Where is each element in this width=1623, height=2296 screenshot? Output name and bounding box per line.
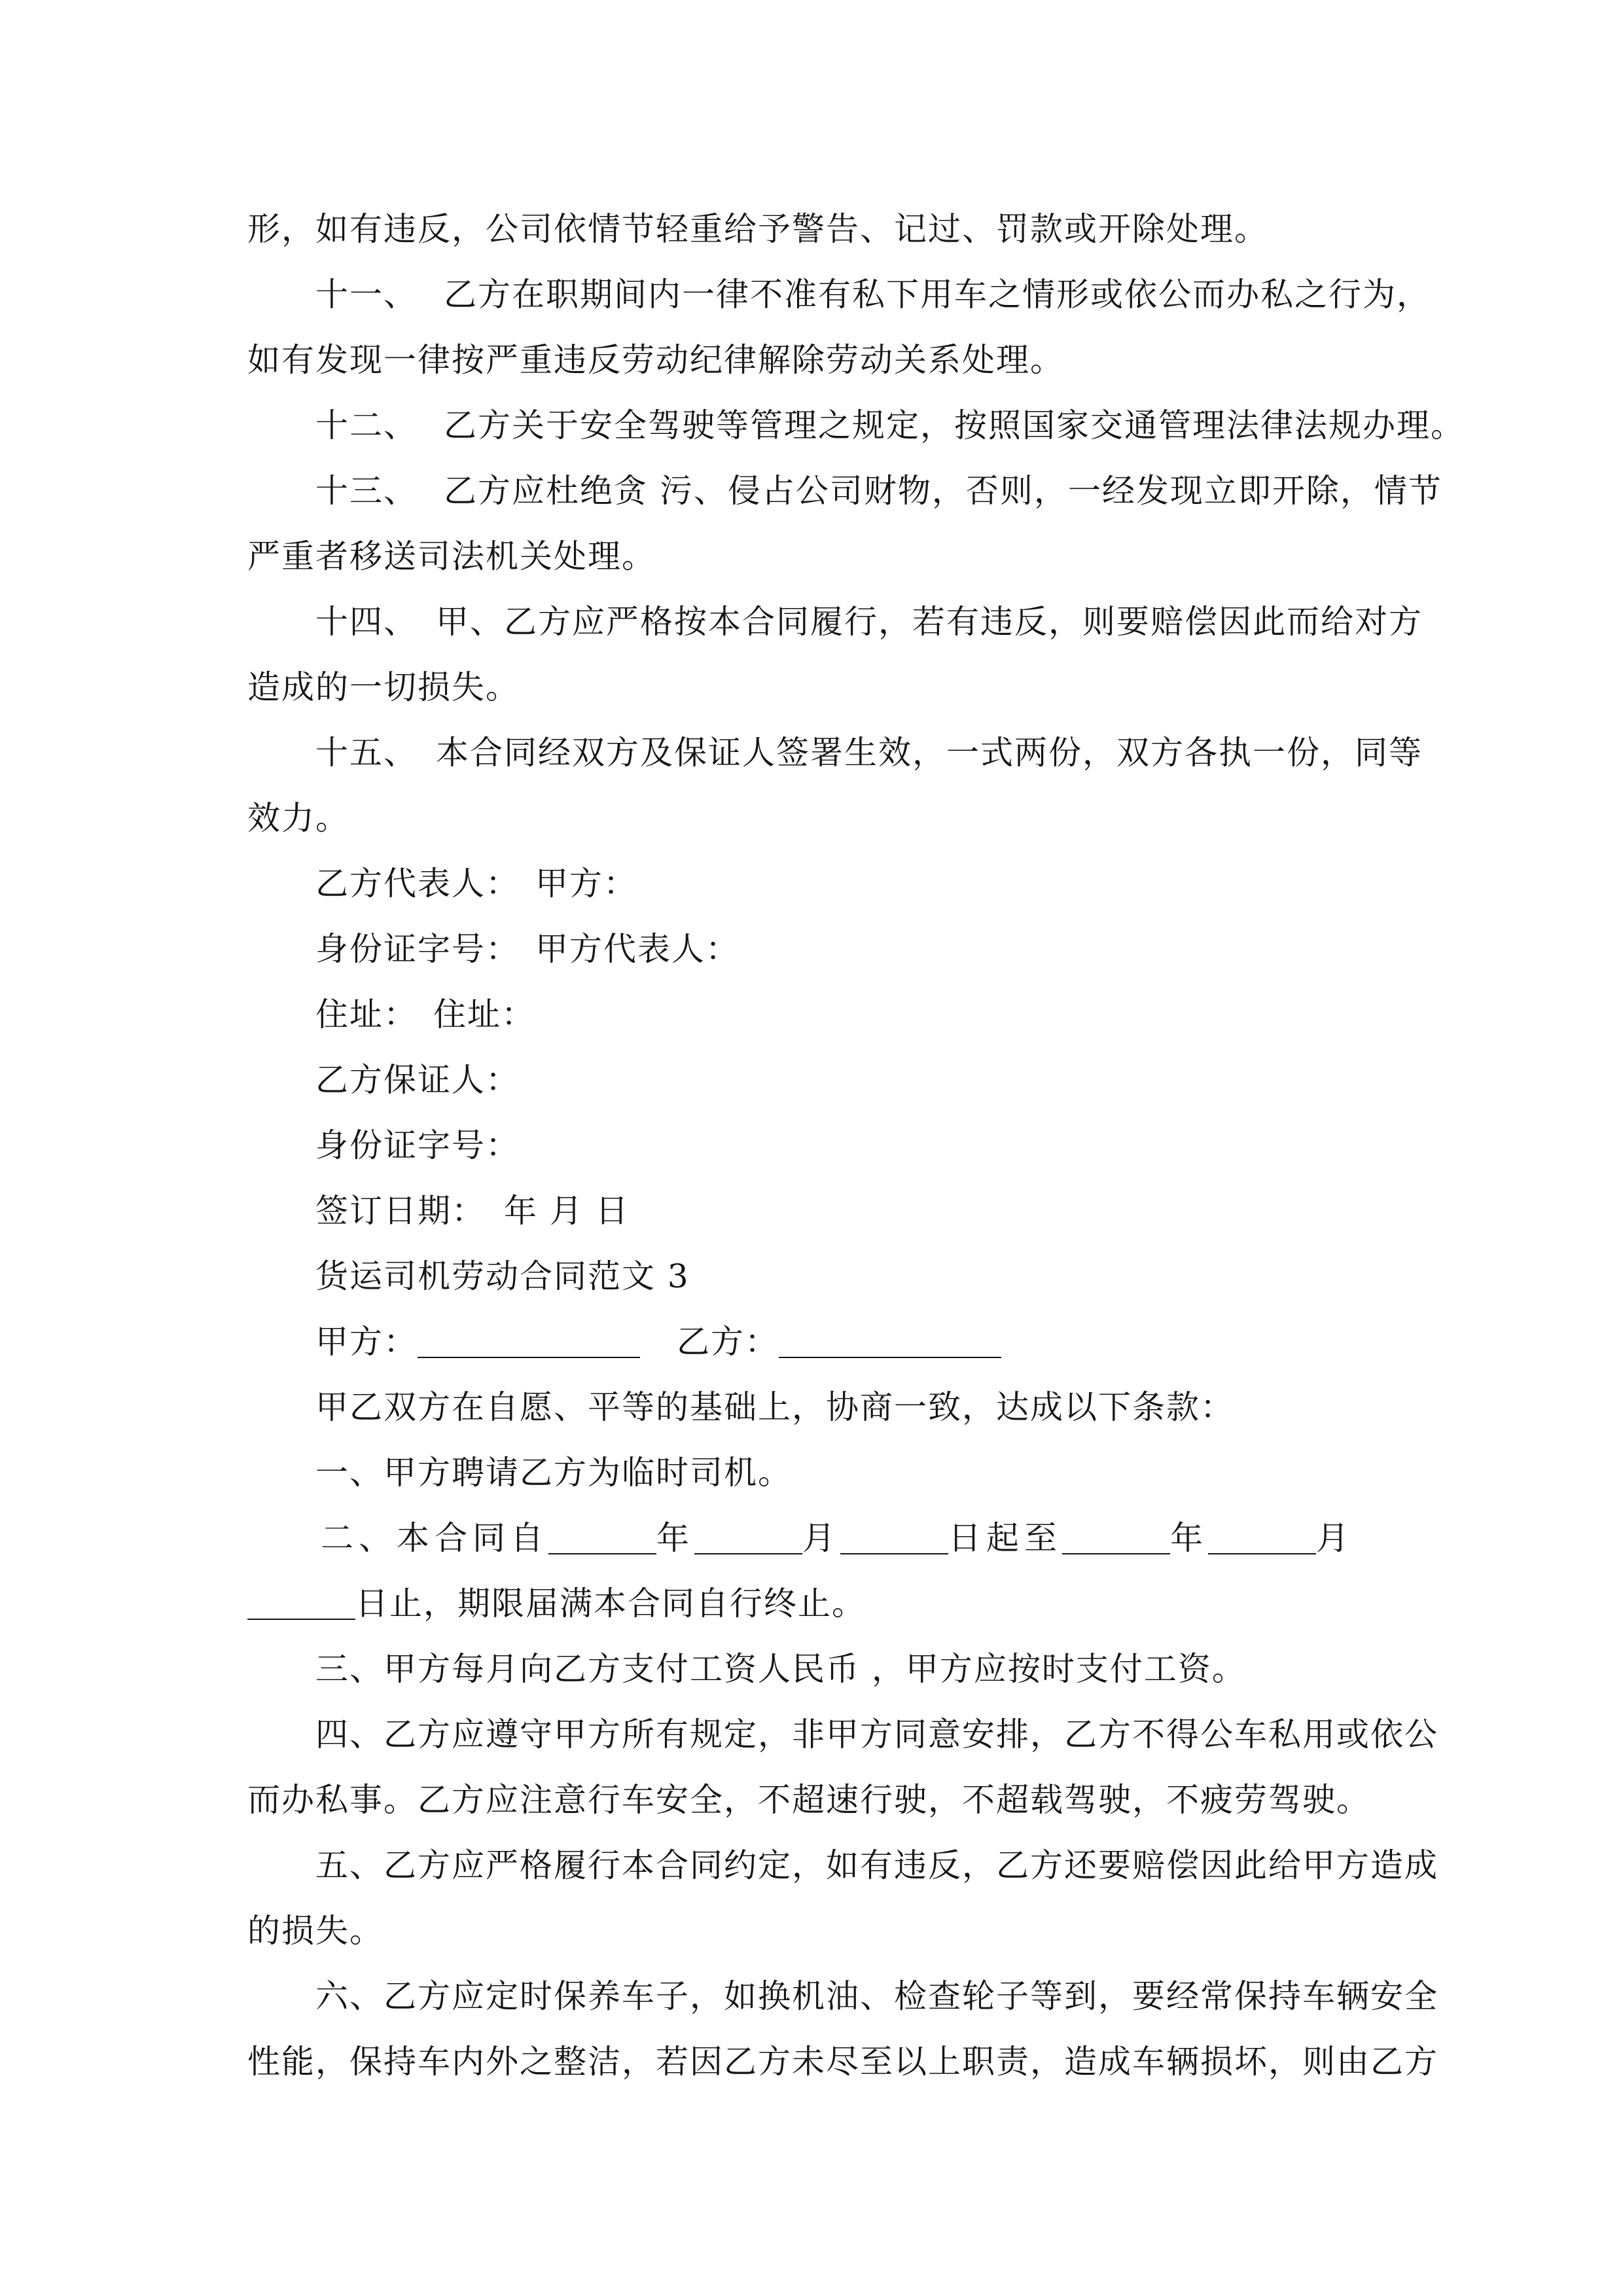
paragraph-line: [247, 1898, 1394, 1964]
paragraph-line: [247, 2029, 1438, 2094]
party-b-blank: [779, 1318, 1001, 1358]
clause-12: [247, 393, 1465, 458]
text: 形，如有违反，公司依情节轻重给予警告、记过、罚款或开除处理。: [247, 210, 1268, 248]
field-label: 甲方：: [535, 865, 637, 903]
term-line: [247, 1571, 1394, 1636]
party-a-label: 甲方：: [315, 1323, 418, 1361]
signature-line: [247, 982, 1394, 1047]
clause-text: 乙方应杜绝贪 污、侵占公司财物，否则，一经发现立即开除，情节: [444, 472, 1442, 510]
text: 五、乙方应严格履行本合同约定，如有违反，乙方还要赔偿因此给甲方造成: [315, 1846, 1438, 1884]
title-text: 货运司机劳动合同范文 3: [315, 1257, 690, 1295]
text: 一、甲方聘请乙方为临时司机。: [315, 1454, 792, 1492]
clause-number: 十二、: [315, 406, 418, 444]
paragraph-line: [247, 196, 1394, 262]
signature-line: [247, 1113, 1394, 1178]
clause-15: [247, 720, 1423, 785]
month-blank: [1208, 1514, 1316, 1554]
paragraph-line: [247, 1702, 1438, 1767]
day-blank: [247, 1579, 355, 1620]
paragraph-line: [247, 524, 1394, 589]
text: 四、乙方应遵守甲方所有规定，非甲方同意安排，乙方不得公车私用或依公: [315, 1715, 1438, 1753]
text: 如有发现一律按严重违反劳动纪律解除劳动关系处理。: [247, 341, 1064, 379]
clause-text: 甲、乙方应严格按本合同履行，若有违反，则要赔偿因此而给对方: [436, 603, 1423, 641]
paragraph-line: [247, 1374, 1394, 1440]
text: 而办私事。乙方应注意行车安全，不超速行驶，不超载驾驶，不疲劳驾驶。: [247, 1781, 1370, 1819]
text: 月: [802, 1519, 840, 1557]
field-label: 乙方保证人：: [315, 1061, 520, 1099]
text: 年: [656, 1519, 694, 1557]
clause-number: 十四、: [315, 603, 418, 641]
field-label: 身份证字号：: [315, 930, 520, 968]
paragraph-line: [247, 327, 1394, 393]
clause-text: 本合同经双方及保证人签署生效，一式两份，双方各执一份，同等: [436, 734, 1423, 772]
text: 月: [1316, 1519, 1354, 1557]
text: 的损失。: [247, 1912, 383, 1950]
text: 三、甲方每月向乙方支付工资人民币 ，甲方应按时支付工资。: [315, 1650, 1246, 1688]
field-label: 签订日期：: [315, 1192, 486, 1230]
text: 甲乙双方在自愿、平等的基础上，协商一致，达成以下条款：: [315, 1388, 1234, 1426]
signature-line: [247, 1047, 1394, 1113]
clause-number: 十三、: [315, 472, 418, 510]
text: 造成的一切损失。: [247, 668, 520, 706]
signature-line: [247, 916, 1394, 982]
year-blank: [1062, 1514, 1170, 1554]
clause-text: 乙方关于安全驾驶等管理之规定，按照国家交通管理法律法规办理。: [444, 406, 1465, 444]
field-label: 身份证字号：: [315, 1126, 520, 1164]
year-blank: [548, 1514, 656, 1554]
text: 严重者移送司法机关处理。: [247, 537, 656, 575]
paragraph-line: [247, 1636, 1394, 1702]
field-label: 乙方代表人：: [315, 865, 520, 903]
clause-text: 乙方在职期间内一律不准有私下用车之情形或依公而办私之行为，: [444, 276, 1431, 314]
text: 日止，期限届满本合同自行终止。: [355, 1585, 866, 1623]
paragraph-line: [247, 785, 1394, 851]
signature-line: [247, 1178, 1394, 1244]
section-title: [247, 1244, 1394, 1309]
term-line: [247, 1505, 1394, 1571]
parties-line: [247, 1309, 1394, 1374]
clause-number: 十一、: [315, 276, 418, 314]
paragraph-line: [247, 1767, 1394, 1833]
document-body: [247, 196, 1465, 2094]
date-field: 年 月 日: [504, 1192, 630, 1230]
month-blank: [694, 1514, 802, 1554]
field-label: 住址：: [315, 996, 418, 1033]
day-blank: [840, 1514, 948, 1554]
text: 年: [1170, 1519, 1208, 1557]
clause-13: [247, 458, 1442, 524]
field-label: 住址：: [433, 996, 535, 1033]
paragraph-line: [247, 655, 1394, 720]
clause-14: [247, 589, 1423, 655]
paragraph-line: [247, 1964, 1438, 2029]
clause-11: [247, 262, 1431, 327]
paragraph-line: [247, 1833, 1438, 1898]
text: 日起至: [948, 1519, 1062, 1557]
text: 效力。: [247, 799, 349, 837]
paragraph-line: [247, 1440, 1394, 1505]
field-label: 甲方代表人：: [535, 930, 740, 968]
text: 性能，保持车内外之整洁，若因乙方未尽至以上职责，造成车辆损坏，则由乙方: [247, 2043, 1438, 2081]
signature-line: [247, 851, 1394, 916]
text: 二、本合同自: [321, 1519, 548, 1557]
party-a-blank: [418, 1318, 640, 1358]
text: 六、乙方应定时保养车子，如换机油、检查轮子等到，要经常保持车辆安全: [315, 1977, 1438, 2015]
party-b-label: 乙方：: [677, 1323, 779, 1361]
clause-number: 十五、: [315, 734, 418, 772]
